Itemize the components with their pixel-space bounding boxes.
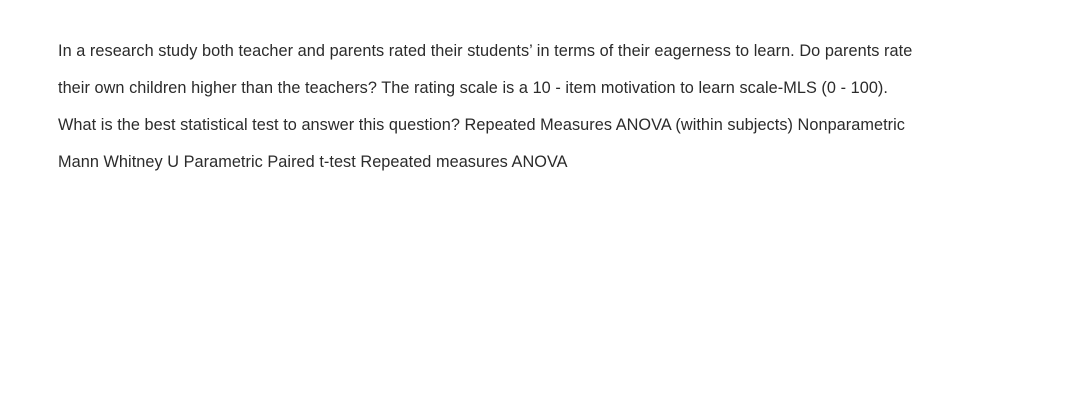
question-line-4: Mann Whitney U Parametric Paired t-test Repeated measures ANOVA [58, 153, 568, 171]
question-line-2: their own children higher than the teachers? The rating scale is a 10 - item motivation to learn scale-MLS (0 - 100). [58, 79, 888, 97]
question-line-1: In a research study both teacher and parents rated their students’ in terms of their eagerness to learn. Do parents rate [58, 42, 913, 60]
question-text [58, 37, 1063, 185]
question-line-3: What is the best statistical test to answer this question? Repeated Measures ANOVA (within subjects) Nonparametric [58, 116, 905, 134]
